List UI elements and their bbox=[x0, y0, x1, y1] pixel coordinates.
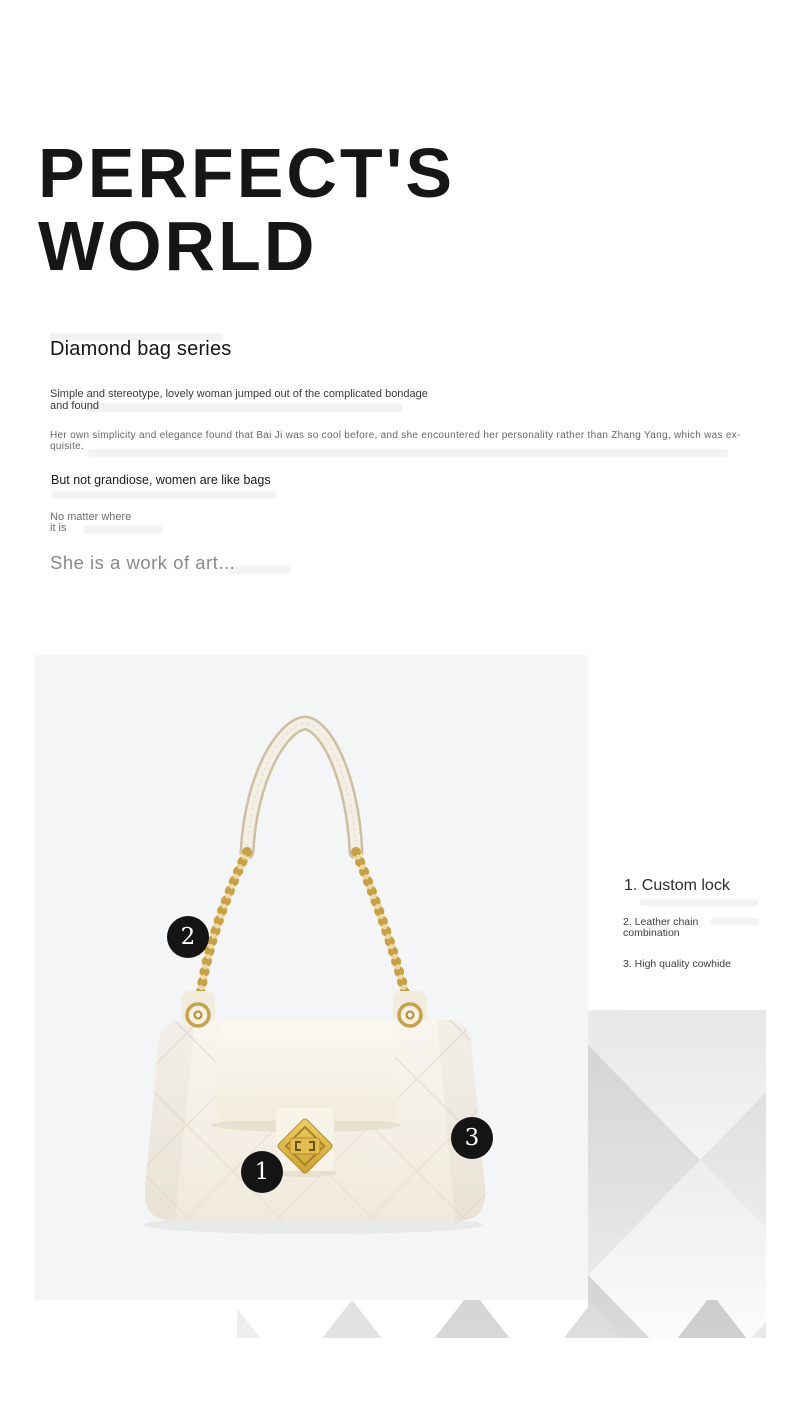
intro-paragraph-2-line1: Her own simplicity and elegance found that Bai Ji was so cool before, and she encountered her personality rather than Zhang Yang, which was ex- bbox=[50, 430, 741, 441]
ghost-text bbox=[228, 566, 290, 574]
callout-badge-2: 2 bbox=[167, 916, 209, 958]
gold-chain bbox=[198, 852, 410, 1013]
feature-item-leather-chain: 2. Leather chain combination bbox=[623, 916, 699, 939]
brand-logo-line1: PERFECT'S bbox=[38, 134, 456, 212]
where-line-2: it is bbox=[50, 521, 67, 534]
tagline: She is a work of art... bbox=[50, 552, 236, 573]
feature-item-cowhide: 3. High quality cowhide bbox=[623, 958, 731, 970]
emphasis-line: But not grandiose, women are like bags bbox=[51, 473, 271, 487]
ghost-text bbox=[711, 918, 759, 925]
ghost-text bbox=[84, 526, 162, 534]
brand-logo-line2: WORLD bbox=[38, 207, 318, 285]
ghost-text bbox=[52, 491, 276, 499]
leather-strap bbox=[247, 723, 356, 852]
callout-badge-1: 1 bbox=[241, 1151, 283, 1193]
callout-badge-3: 3 bbox=[451, 1117, 493, 1159]
feature-item-custom-lock: 1. Custom lock bbox=[624, 877, 730, 894]
product-photo bbox=[35, 655, 588, 1300]
ghost-text bbox=[50, 333, 223, 341]
handbag-image bbox=[35, 655, 588, 1300]
ghost-text bbox=[86, 403, 402, 412]
intro-paragraph-2-line2: quisite. bbox=[50, 441, 85, 452]
brand-logo bbox=[38, 134, 456, 285]
where-line-1: No matter where bbox=[50, 511, 132, 523]
ghost-text bbox=[640, 899, 758, 906]
series-title: Diamond bag series bbox=[50, 338, 232, 360]
ghost-text bbox=[88, 449, 728, 457]
intro-paragraph-1-line2: and found bbox=[50, 400, 99, 413]
intro-paragraph-1-line1: Simple and stereotype, lovely woman jumped out of the complicated bondage bbox=[50, 388, 428, 400]
